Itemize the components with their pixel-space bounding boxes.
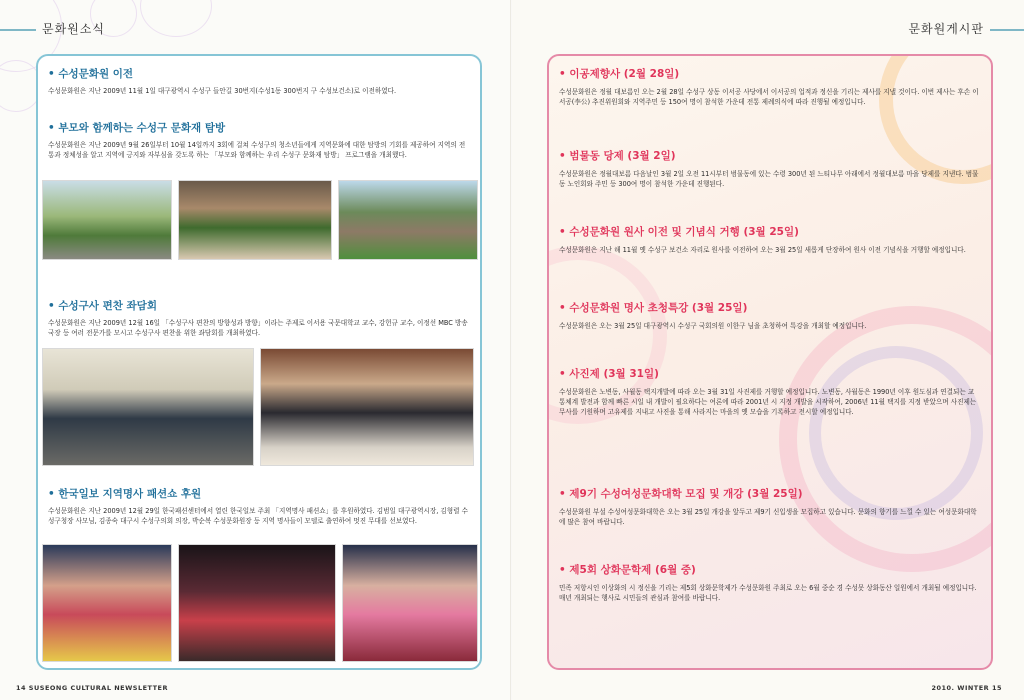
forum-banner-photo (42, 348, 254, 466)
notice-title: • 사진제 (3월 31일) (559, 368, 659, 380)
photo-row-forum (42, 348, 474, 466)
notice-body: 수성문화원은 지난 해 11월 옛 수성구 보건소 자리로 원사를 이전하여 오는 3월 25일 새롭게 단장하여 원사 이전 기념식을 거행할 예정입니다. (559, 246, 966, 254)
page-header-right: 문화원게시판 (908, 22, 984, 36)
section-title: • 부모와 함께하는 수성구 문화재 탐방 (48, 122, 226, 134)
right-page (512, 0, 1024, 700)
section-title: • 한국일보 지역명사 패션쇼 후원 (48, 488, 202, 500)
notice-body: 수성문화원은 정월 대보름인 오는 2월 28일 수성구 상동 이서공 사당에서 이서공의 업적과 정신을 기리는 제사를 지낼 것이다. 이번 제사는 후손 이서공(李公) 추진위원회와 지역주민 등 150여 명이 참석한 가운데 전통 제례의식에 따라 진행될 예정입니다. (559, 88, 979, 106)
left-content-box (36, 54, 482, 670)
fashion-finale-photo (342, 544, 478, 662)
hanbok-models-photo (42, 544, 172, 662)
notice-body: 수성문화원은 정월대보름 다음날인 3월 2일 오전 11시부터 범물동에 있는 수령 300년 된 느티나무 아래에서 정월대보름 마을 당제를 지낸다. 범물동 노인회와 주민 등 300여 명이 참석한 가운데 진행된다. (559, 170, 979, 188)
page-footer-left: 14 SUSEONG CULTURAL NEWSLETTER (16, 684, 168, 692)
notice-ancestral-rite (559, 66, 979, 107)
notice-title: • 이공제향사 (2월 28일) (559, 68, 680, 80)
forum-panelists-photo (260, 348, 474, 466)
notice-title: • 수성문화원 명사 초청특강 (3월 25일) (559, 302, 748, 314)
photo-row-tour (42, 180, 478, 260)
section-relocation (48, 66, 468, 96)
notice-body: 수성문화원은 노변동, 사월동 택지개발에 따라 오는 3월 31일 사진제를 거행할 예정입니다. 노변동, 사월동은 1990년 이후 원도심과 연결되는 교통체계 발전과 함께 빠른 시일 내 개발이 필요하다는 여론에 따라 2001년 시 지정 개발을 시작하여, 2006년 11월 택지를 지정 받았으며 사진제는 무사를 기원하며 고유제를 지내고 사진을 통해 사라지는 마을의 옛 모습을 기록하고 전시할 예정입니다. (559, 388, 977, 416)
stage-fashion-photo (178, 544, 336, 662)
section-title: • 수성구사 편찬 좌담회 (48, 300, 157, 312)
notice-body: 수성문화원 부설 수성여성문화대학은 오는 3월 25일 개강을 앞두고 제9기 신입생을 모집하고 있습니다. 문화의 향기를 느낄 수 있는 여성문화대학에 많은 참여 바랍니다. (559, 508, 977, 526)
notice-body: 민족 저항시인 이상화의 시 정신을 기리는 제5회 상화문학제가 수성문화원 주최로 오는 6월 중순 경 수성못 상화동산 일원에서 개최될 예정입니다. 매년 개최되는 행사로 시민들의 관심과 참여를 바랍니다. (559, 584, 977, 602)
header-rule (0, 29, 36, 31)
section-fashion-show (48, 486, 468, 526)
header-rule (990, 29, 1024, 31)
notice-literature-festival (559, 562, 979, 603)
flower-decoration (140, 0, 212, 37)
section-title: • 수성문화원 이전 (48, 68, 134, 80)
notice-title: • 제5회 상화문학제 (6월 중) (559, 564, 696, 576)
notice-title: • 수성문화원 원사 이전 및 기념식 거행 (3월 25일) (559, 226, 799, 238)
notice-mountain-rite (559, 366, 979, 417)
section-heritage-tour (48, 120, 468, 160)
notice-womens-college (559, 486, 979, 527)
right-content-box (547, 54, 993, 670)
section-body: 수성문화원은 지난 2009년 9월 26일부터 10월 14일까지 3회에 걸쳐 수성구의 청소년들에게 지역문화에 대한 탐방의 기회를 제공하여 지역의 전통과 정체성을 알고 지역에 긍지와 자부심을 갖도록 하는 「부모와 함께하는 우리 수성구 문화재 탐방」 프로그램을 개최했다. (48, 141, 466, 159)
section-body: 수성문화원은 지난 2009년 12월 16일 「수성구사 편찬의 방향성과 방향」이라는 주제로 이서용 국문대학교 교수, 강헌규 교수, 이정선 MBC 방송국장 등 여러 전문가를 모시고 수성구사 편찬을 위한 좌담회를 개최하였다. (48, 319, 468, 337)
group-at-gate-photo (338, 180, 478, 260)
page-footer-right: 2010. WINTER 15 (931, 684, 1002, 692)
photo-row-fashion (42, 544, 478, 662)
notice-title: • 제9기 수성여성문화대학 모집 및 개강 (3월 25일) (559, 488, 803, 500)
notice-title: • 범물동 당제 (3월 2일) (559, 150, 676, 162)
notice-village-rite (559, 148, 979, 189)
section-forum (48, 298, 468, 338)
section-body: 수성문화원은 지난 2009년 12월 29일 한국패션센터에서 열린 한국일보 주최 「지역명사 패션쇼」를 후원하였다. 김범일 대구광역시장, 김형렬 수성구청장 사모님, 김종숙 대구시 수성구의회 의장, 박순복 수성문화원장 등 지역 명사들이 모델로 출연하여 멋진 무대를 선보였다. (48, 507, 468, 525)
notice-relocation-ceremony (559, 224, 979, 255)
page-header-left: 문화원소식 (42, 22, 105, 36)
notice-lecture (559, 300, 979, 331)
notice-body: 수성문화원은 오는 3월 25일 대구광역시 수성구 국회의원 이한구 님을 초청하여 특강을 개최할 예정입니다. (559, 322, 867, 330)
section-body: 수성문화원은 지난 2009년 11월 1일 대구광역시 수성구 들안길 30번지(수성1동 300번지 구 수성보건소)로 이전하였다. (48, 87, 397, 95)
children-at-hanok-photo (178, 180, 332, 260)
children-walking-photo (42, 180, 172, 260)
